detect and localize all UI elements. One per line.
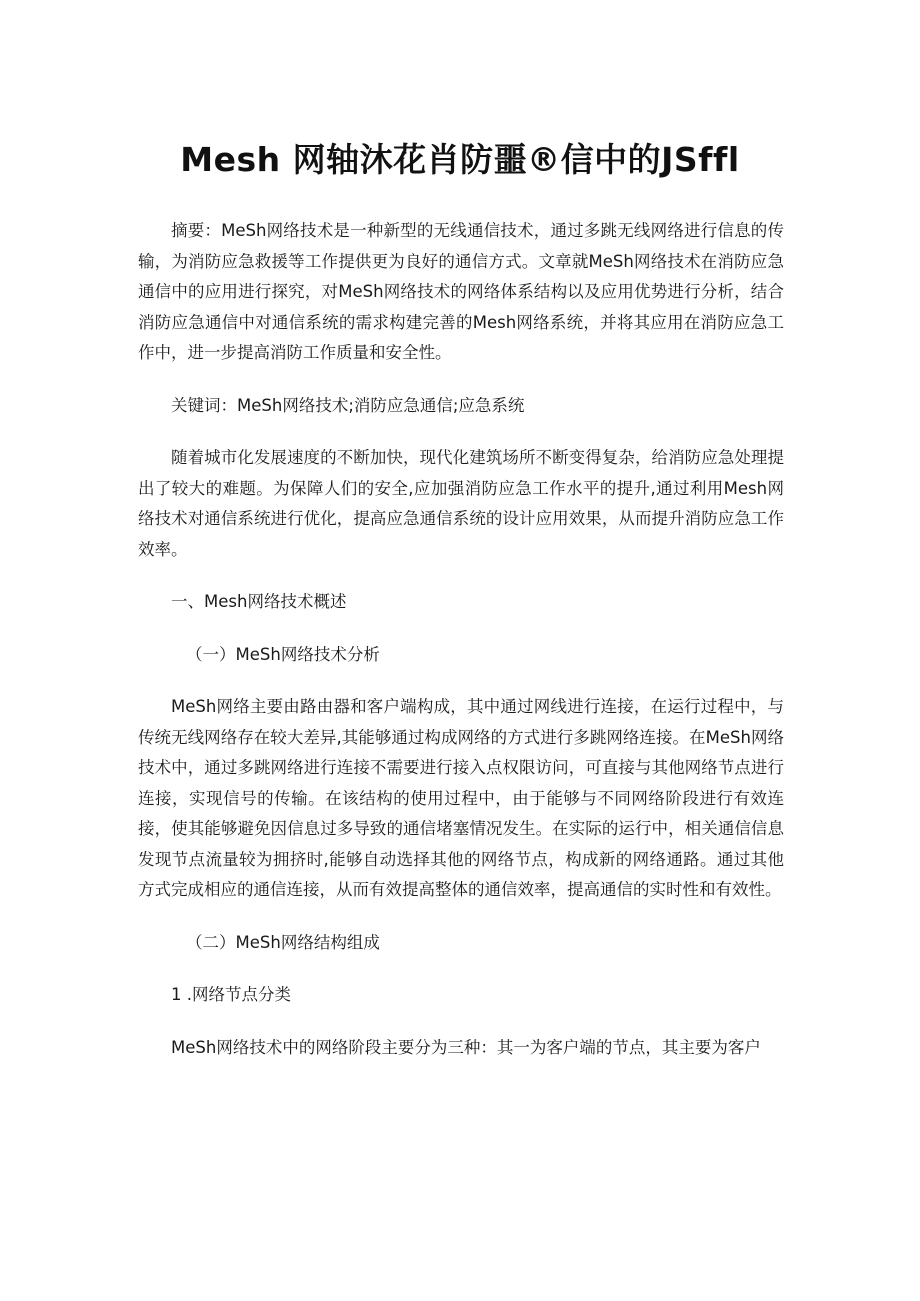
document-body xyxy=(138,216,784,1085)
subsection-heading-2: （二）MeSh网络结构组成 xyxy=(186,932,380,952)
keywords-line: 关键词：MeSh网络技术;消防应急通信;应急系统 xyxy=(171,395,525,415)
item-1-paragraph: MeSh网络技术中的网络阶段主要分为三种：其一为客户端的节点，其主要为客户 xyxy=(171,1037,761,1057)
subsection-heading-1: （一）MeSh网络技术分析 xyxy=(186,644,380,664)
abstract-paragraph: 摘要：MeSh网络技术是一种新型的无线通信技术，通过多跳无线网络进行信息的传输，为消防应急救援等工作提供更为良好的通信方式。文章就MeSh网络技术在消防应急通信中的应用进行探究，对MeSh网络技术的网络体系结构以及应用优势进行分析，结合消防应急通信中对通信系统的需求构建完善的Mesh网络系统，并将其应用在消防应急工作中，进一步提高消防工作质量和安全性。 xyxy=(138,221,784,362)
intro-paragraph: 随着城市化发展速度的不断加快，现代化建筑场所不断变得复杂，给消防应急处理提出了较大的难题。为保障人们的安全,应加强消防应急工作水平的提升,通过利用Mesh网络技术对通信系统进行优化，提高应急通信系统的设计应用效果，从而提升消防应急工作效率。 xyxy=(138,448,784,559)
section-heading-1: 一、Mesh网络技术概述 xyxy=(171,592,347,611)
item-heading-1: 1 .网络节点分类 xyxy=(171,985,291,1004)
document-title: Mesh 网轴沐花肖防噩®信中的JSffl xyxy=(180,140,740,179)
subsection-1-paragraph: MeSh网络主要由路由器和客户端构成，其中通过网线进行连接，在运行过程中，与传统无线网络存在较大差异,其能够通过构成网络的方式进行多跳网络连接。在MeSh网络技术中，通过多跳网络进行连接不需要进行接入点权限访问，可直接与其他网络节点进行连接，实现信号的传输。在该结构的使用过程中，由于能够与不同网络阶段进行有效连接，使其能够避免因信息过多导致的通信堵塞情况发生。在实际的运行中，相关通信信息发现节点流量较为拥挤时,能够自动选择其他的网络节点，构成新的网络通路。通过其他方式完成相应的通信连接，从而有效提高整体的通信效率，提高通信的实时性和有效性。 xyxy=(138,697,784,899)
